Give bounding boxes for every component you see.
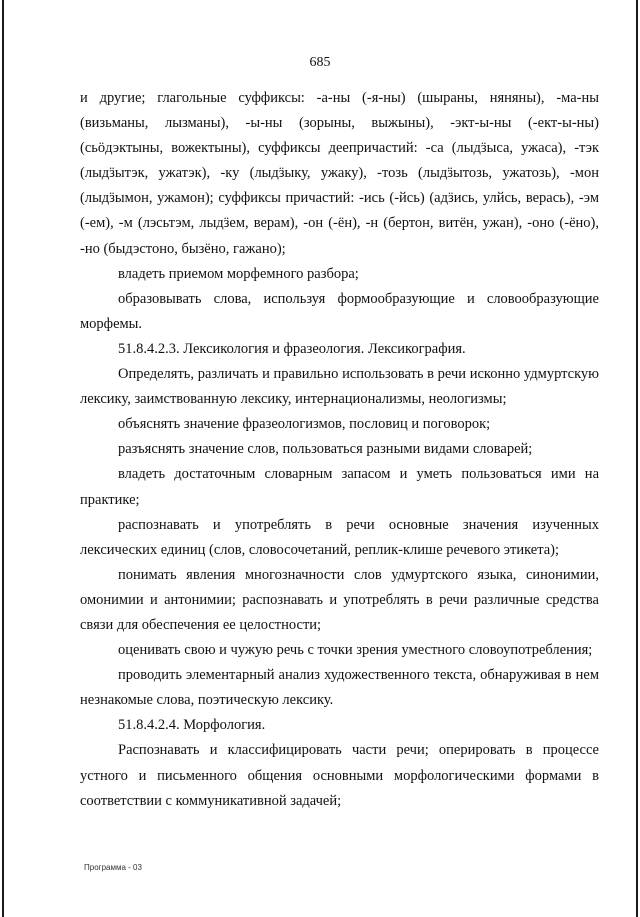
paragraph-define-lexicon: Определять, различать и правильно использовать в речи исконно удмуртскую лексику, заимствованную лексику, интернационализмы, неологизмы; [80,366,599,408]
scan-edge-left [2,0,4,917]
paragraph-lexical-units: распознавать и употреблять в речи основные значения изученных лексических единиц (слов, словосочетаний, реплик-клише речевого этикета); [80,516,599,558]
paragraph-text-analysis: проводить элементарный анализ художественного текста, обнаруживая в нем незнакомые слова, поэтическую лексику. [80,667,599,709]
paragraph-evaluate-speech: оценивать свою и чужую речь с точки зрения уместного словоупотребления; [118,642,593,659]
paragraph-suffixes: и другие; глагольные суффиксы: -а-ны (-я-ны) (шыраны, няняны), -ма-ны (визьманы, лызманы), -ы-ны (зорыны, выжыны), -экт-ы-ны (-ект-ы-ны) (сьӧдэктыны, вожектыны), суффиксы деепричастий: -са (лыдӟыса, ужаса), -тэк (лыдӟытэк, ужатэк), -ку (лыдӟыку, ужаку), -тозь (лыдӟытозь, ужатозь), -мон (лыдӟымон, ужамон); суффиксы причастий: -ись (-йсь) (адӟись, улйсь, верась), -эм (-ем), -м (лэсьтэм, лыдӟем, верам), -он (-ён), -н (бертон, витён, ужан), -оно (-ёно), -но (быдэстоно, бызёно, гажано); [80,90,599,257]
paragraph-phraseology: объяснять значение фразеологизмов, пословиц и поговорок; [118,416,491,433]
page-number: 685 [309,55,331,70]
body-text [80,86,599,814]
paragraph-morpheme-analysis: владеть приемом морфемного разбора; [118,265,359,282]
paragraph-parts-of-speech: Распознавать и классифицировать части речи; оперировать в процессе устного и письменного общения основными морфологическими формами в соответствии с коммуникативной задачей; [80,742,599,809]
footer-program-label: Программа - 03 [84,863,142,872]
section-heading-morphology: 51.8.4.2.4. Морфология. [118,717,266,734]
scan-edge-right [636,0,638,917]
paragraph-polysemy: понимать явления многозначности слов удмуртского языка, синонимии, омонимии и антонимии; распознавать и употреблять в речи различные средства связи для обеспечения ее целостности; [80,566,599,633]
paragraph-dictionaries: разъяснять значение слов, пользоваться разными видами словарей; [118,441,533,458]
section-heading-lexicology: 51.8.4.2.3. Лексикология и фразеология. Лексикография. [118,340,466,357]
paragraph-vocabulary: владеть достаточным словарным запасом и уметь пользоваться ими на практике; [80,466,599,508]
paragraph-form-words: образовывать слова, используя формообразующие и словообразующие морфемы. [80,290,599,332]
